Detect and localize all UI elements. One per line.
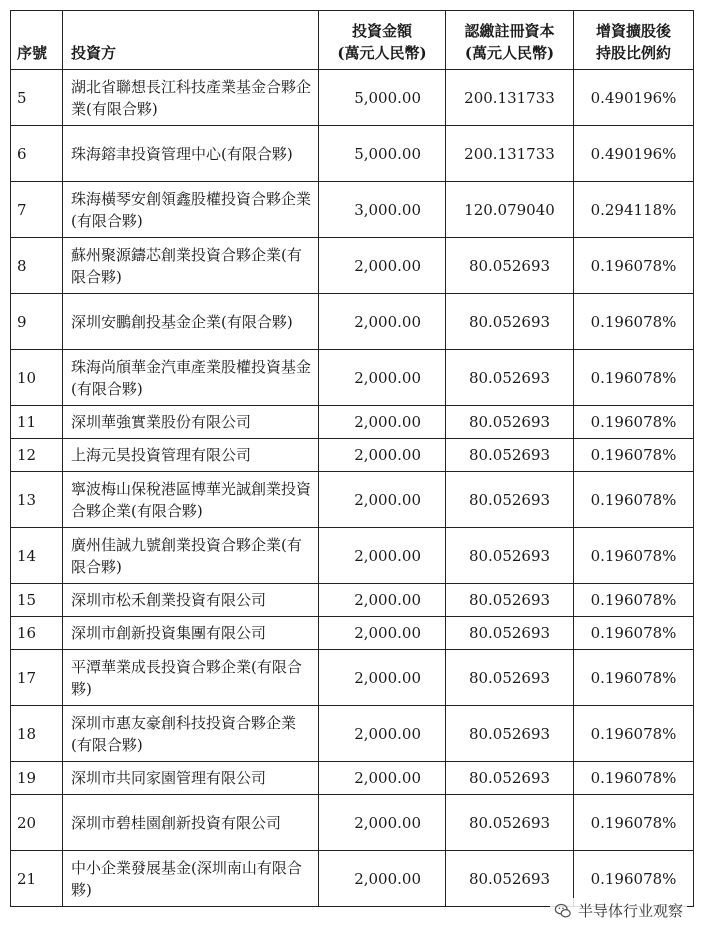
registered-capital: 80.052693 <box>446 851 574 907</box>
shareholding-ratio: 0.490196% <box>574 126 694 182</box>
shareholding-ratio: 0.196078% <box>574 439 694 472</box>
table-row <box>11 617 694 650</box>
registered-capital: 80.052693 <box>446 650 574 706</box>
row-number: 8 <box>11 238 63 294</box>
table-row <box>11 70 694 126</box>
investment-amount: 2,000.00 <box>319 472 446 528</box>
table-row <box>11 238 694 294</box>
shareholding-ratio: 0.196078% <box>574 617 694 650</box>
row-number: 14 <box>11 528 63 584</box>
investment-amount: 2,000.00 <box>319 617 446 650</box>
investment-amount: 2,000.00 <box>319 584 446 617</box>
registered-capital: 80.052693 <box>446 706 574 762</box>
investor-name: 寧波梅山保稅港區博華光誠創業投資合夥企業(有限合夥) <box>63 472 319 528</box>
row-number: 10 <box>11 350 63 406</box>
row-number: 13 <box>11 472 63 528</box>
shareholding-ratio: 0.196078% <box>574 584 694 617</box>
row-number: 12 <box>11 439 63 472</box>
header-shareholding-ratio: 增資擴股後 持股比例約 <box>574 11 694 70</box>
row-number: 19 <box>11 762 63 795</box>
header-investor: 投資方 <box>63 11 319 70</box>
investment-amount: 2,000.00 <box>319 706 446 762</box>
registered-capital: 80.052693 <box>446 406 574 439</box>
shareholding-ratio: 0.196078% <box>574 762 694 795</box>
table-row <box>11 472 694 528</box>
investment-amount: 2,000.00 <box>319 238 446 294</box>
header-row <box>11 11 694 70</box>
shareholding-ratio: 0.196078% <box>574 851 694 907</box>
registered-capital: 80.052693 <box>446 472 574 528</box>
shareholding-ratio: 0.196078% <box>574 795 694 851</box>
investment-amount: 2,000.00 <box>319 762 446 795</box>
table-row <box>11 294 694 350</box>
row-number: 18 <box>11 706 63 762</box>
shareholding-ratio: 0.196078% <box>574 350 694 406</box>
investor-name: 廣州佳誠九號創業投資合夥企業(有限合夥) <box>63 528 319 584</box>
table-row <box>11 406 694 439</box>
investor-name: 平潭華業成長投資合夥企業(有限合夥) <box>63 650 319 706</box>
watermark <box>550 898 687 923</box>
table-row <box>11 528 694 584</box>
registered-capital: 80.052693 <box>446 584 574 617</box>
investment-amount: 2,000.00 <box>319 350 446 406</box>
investment-amount: 3,000.00 <box>319 182 446 238</box>
investor-name: 珠海鎔聿投資管理中心(有限合夥) <box>63 126 319 182</box>
table-row <box>11 439 694 472</box>
investor-name: 蘇州聚源鑄芯創業投資合夥企業(有限合夥) <box>63 238 319 294</box>
investor-name: 深圳市創新投資集團有限公司 <box>63 617 319 650</box>
investor-name: 深圳市碧桂園創新投資有限公司 <box>63 795 319 851</box>
investor-name: 深圳市惠友豪創科技投資合夥企業(有限合夥) <box>63 706 319 762</box>
investor-name: 深圳安鵬創投基金企業(有限合夥) <box>63 294 319 350</box>
row-number: 5 <box>11 70 63 126</box>
investor-name: 湖北省聯想長江科技產業基金合夥企業(有限合夥) <box>63 70 319 126</box>
registered-capital: 80.052693 <box>446 294 574 350</box>
registered-capital: 80.052693 <box>446 617 574 650</box>
table-row <box>11 126 694 182</box>
shareholding-ratio: 0.196078% <box>574 294 694 350</box>
table-row <box>11 182 694 238</box>
registered-capital: 80.052693 <box>446 439 574 472</box>
investment-amount: 5,000.00 <box>319 126 446 182</box>
registered-capital: 80.052693 <box>446 762 574 795</box>
shareholding-ratio: 0.490196% <box>574 70 694 126</box>
registered-capital: 120.079040 <box>446 182 574 238</box>
investment-amount: 2,000.00 <box>319 294 446 350</box>
watermark-text: 半导体行业观察 <box>577 902 683 920</box>
row-number: 9 <box>11 294 63 350</box>
shareholding-ratio: 0.294118% <box>574 182 694 238</box>
row-number: 15 <box>11 584 63 617</box>
shareholding-ratio: 0.196078% <box>574 528 694 584</box>
investment-amount: 2,000.00 <box>319 851 446 907</box>
table-row <box>11 650 694 706</box>
investor-name: 深圳市松禾創業投資有限公司 <box>63 584 319 617</box>
shareholding-ratio: 0.196078% <box>574 706 694 762</box>
investment-amount: 2,000.00 <box>319 795 446 851</box>
investor-name: 深圳市共同家園管理有限公司 <box>63 762 319 795</box>
row-number: 20 <box>11 795 63 851</box>
table-row <box>11 795 694 851</box>
shareholding-ratio: 0.196078% <box>574 406 694 439</box>
investment-amount: 5,000.00 <box>319 70 446 126</box>
table-row <box>11 762 694 795</box>
investment-amount: 2,000.00 <box>319 406 446 439</box>
investment-amount: 2,000.00 <box>319 650 446 706</box>
table-row <box>11 584 694 617</box>
row-number: 7 <box>11 182 63 238</box>
registered-capital: 200.131733 <box>446 70 574 126</box>
shareholding-ratio: 0.196078% <box>574 650 694 706</box>
row-number: 17 <box>11 650 63 706</box>
row-number: 11 <box>11 406 63 439</box>
investment-amount: 2,000.00 <box>319 439 446 472</box>
registered-capital: 80.052693 <box>446 350 574 406</box>
registered-capital: 80.052693 <box>446 528 574 584</box>
shareholding-ratio: 0.196078% <box>574 472 694 528</box>
table-row <box>11 350 694 406</box>
registered-capital: 80.052693 <box>446 238 574 294</box>
investor-name: 深圳華強實業股份有限公司 <box>63 406 319 439</box>
row-number: 6 <box>11 126 63 182</box>
registered-capital: 80.052693 <box>446 795 574 851</box>
table-row <box>11 706 694 762</box>
investor-table <box>10 10 694 907</box>
row-number: 16 <box>11 617 63 650</box>
row-number: 21 <box>11 851 63 907</box>
shareholding-ratio: 0.196078% <box>574 238 694 294</box>
header-serial-number: 序號 <box>11 11 63 70</box>
investor-name: 珠海尚頎華金汽車產業股權投資基金(有限合夥) <box>63 350 319 406</box>
header-registered-capital: 認繳註冊資本 (萬元人民幣) <box>446 11 574 70</box>
header-investment-amount: 投資金額 (萬元人民幣) <box>319 11 446 70</box>
investor-name: 中小企業發展基金(深圳南山有限合夥) <box>63 851 319 907</box>
investor-name: 珠海橫琴安創領鑫股權投資合夥企業(有限合夥) <box>63 182 319 238</box>
wechat-icon <box>554 902 572 920</box>
investor-name: 上海元昊投資管理有限公司 <box>63 439 319 472</box>
registered-capital: 200.131733 <box>446 126 574 182</box>
investment-amount: 2,000.00 <box>319 528 446 584</box>
